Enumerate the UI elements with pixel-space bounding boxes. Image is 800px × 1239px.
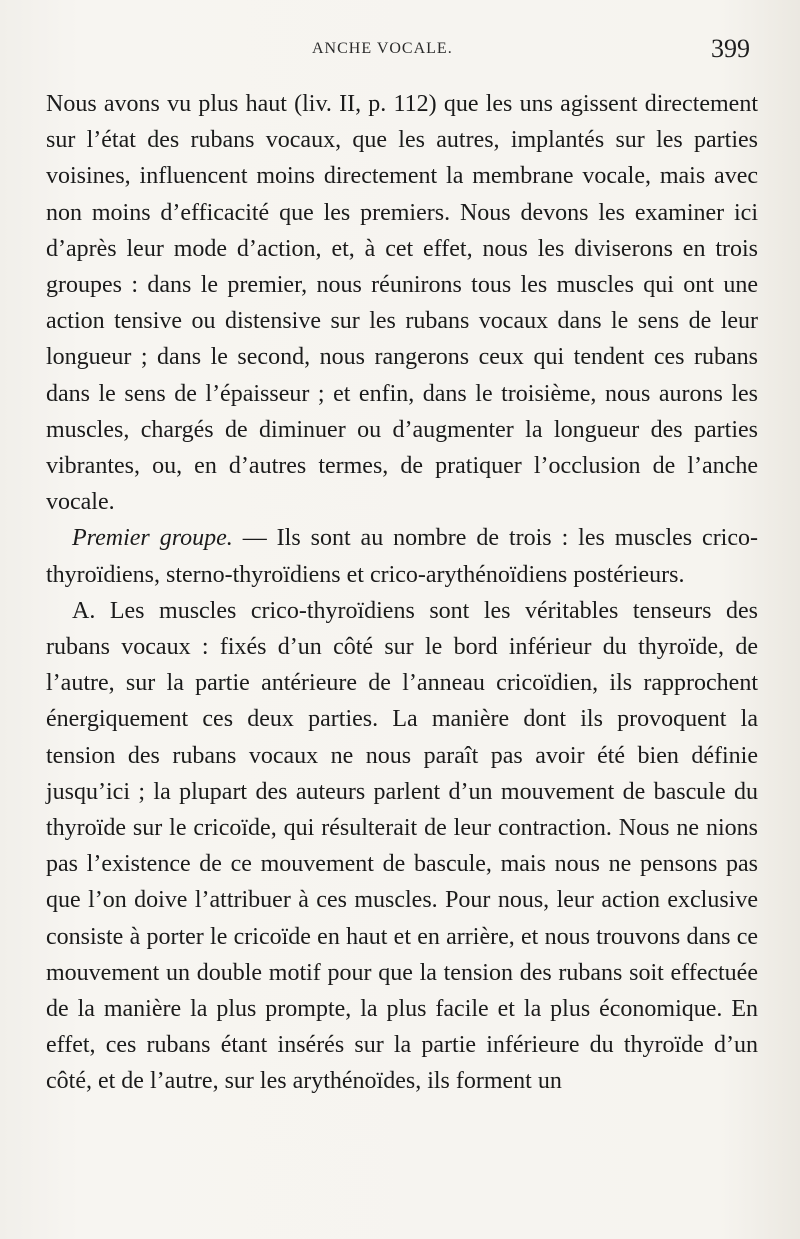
paragraph-section-a: A. Les muscles crico-thyroïdiens sont les véritables tenseurs des rubans vocaux : fixés d’un côté sur le bord inférieur du thyroïde, de l’autre, sur la partie antérieure de l’anneau cricoïdien, ils rapprochent énergiquement ces deux parties. La manière dont ils provoquent la tension des rubans vocaux ne nous paraît pas avoir été bien définie jusqu’ici ; la plupart des auteurs parlent d’un mouvement de bascule du thyroïde sur le cricoïde, qui résulterait de leur contraction. Nous ne nions pas l’existence de ce mouvement de bascule, mais nous ne pensons pas que l’on doive l’attribuer à ces muscles. Pour nous, leur action exclusive consiste à porter le cricoïde en haut et en arrière, et nous trouvons dans ce mouvement un double motif pour que la tension des rubans soit effectuée de la manière la plus prompte, la plus facile et la plus économique. En effet, ces rubans étant insérés sur la partie inférieure du thyroïde d’un côté, et de l’autre, sur les arythénoïdes, ils forment un	[46, 597, 758, 1095]
group-text: — Ils sont au nombre de trois : les muscles crico-thyroïdiens, sterno-thyroïdiens et crico-arythénoïdiens postérieurs.	[46, 525, 758, 588]
page-number: 399	[711, 34, 750, 63]
paragraph-premier-groupe	[46, 520, 758, 592]
paragraph-intro: Nous avons vu plus haut (liv. II, p. 112) que les uns agissent directement sur l’état des rubans vocaux, que les autres, implantés sur les parties voisines, influencent moins directement la membrane vocale, mais avec non moins d’efficacité que les premiers. Nous devons les examiner ici d’après leur mode d’action, et, à cet effet, nous les diviserons en trois groupes : dans le premier, nous réunirons tous les muscles qui ont une action tensive ou distensive sur les rubans vocaux dans le sens de leur longueur ; dans le second, nous rangerons ceux qui tendent ces rubans dans le sens de l’épaisseur ; et enfin, dans le troisième, nous aurons les muscles, chargés de diminuer ou d’augmenter la longueur des parties vibrantes, ou, en d’autres termes, de pratiquer l’occlusion de l’anche vocale.	[46, 91, 758, 516]
group-heading: Premier groupe.	[72, 525, 233, 552]
page-header	[0, 34, 800, 68]
running-head: ANCHE VOCALE.	[312, 40, 453, 57]
body-text	[46, 86, 758, 1100]
